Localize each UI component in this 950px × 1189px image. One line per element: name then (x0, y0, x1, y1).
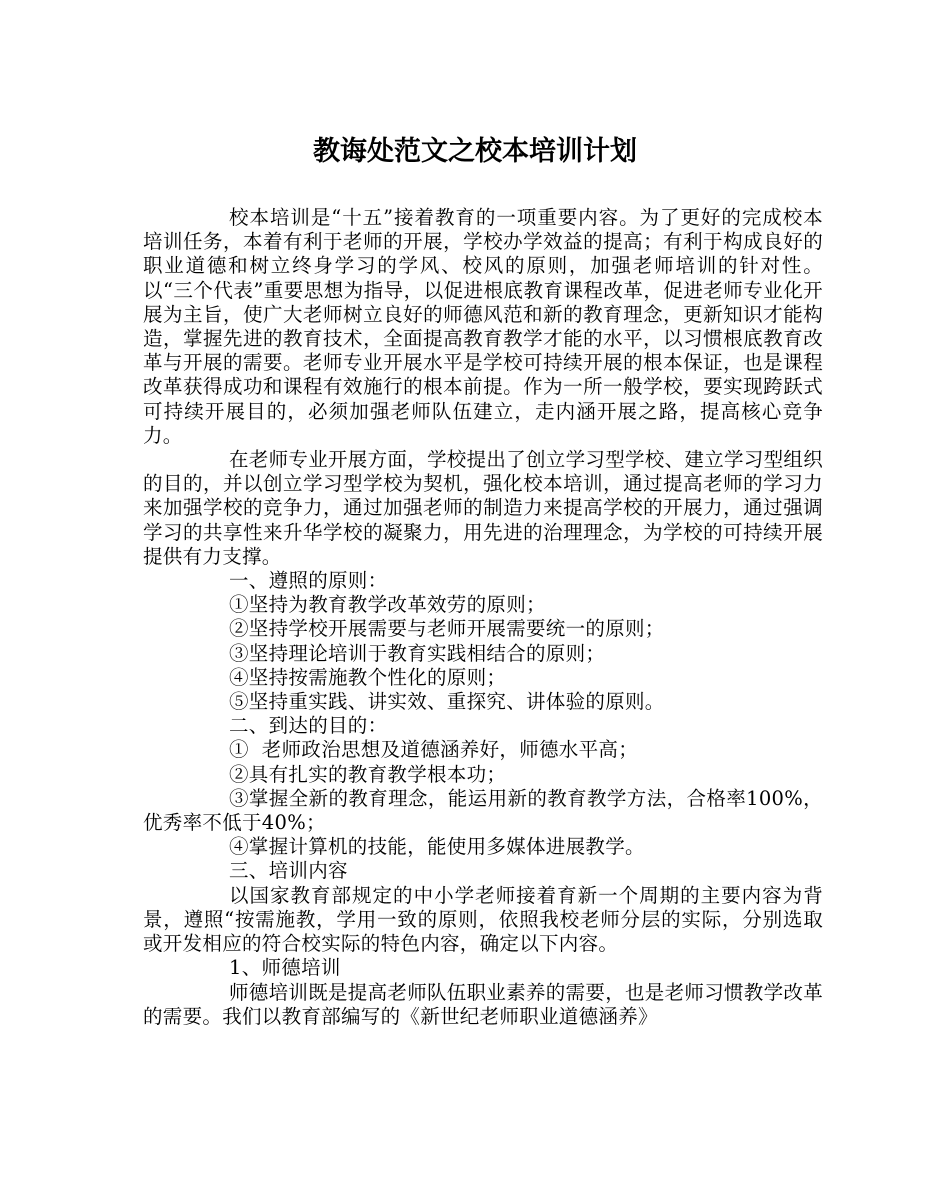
paragraph-ethics-training: 师德培训既是提高老师队伍职业素养的需要，也是老师习惯教学改革的需要。我们以教育部编写的《新世纪老师职业道德涵养》 (143, 980, 824, 1028)
paragraph-content-background: 以国家教育部规定的中小学老师接着育新一个周期的主要内容为背景，遵照“按需施教，学用一致的原则，依照我校老师分层的实际，分别选取或开发相应的符合校实际的特色内容，确定以下内容。 (143, 883, 823, 956)
goal-item-3: ③掌握全新的教育理念，能运用新的教育教学方法，合格率100%，优秀率不低于40%； (143, 786, 823, 835)
document-title: 教诲处范文之校本培训计划 (313, 136, 637, 167)
goal-item-4: ④掌握计算机的技能，能使用多媒体进展教学。 (229, 835, 645, 859)
principle-item-5: ⑤坚持重实践、讲实效、重探究、讲体验的原则。 (229, 690, 665, 714)
subsection-heading-ethics: 1、师德培训 (229, 956, 341, 980)
principle-item-4: ④坚持按需施教个性化的原则； (229, 665, 507, 689)
goal-item-1: ① 老师政治思想及道德涵养好，师德水平高； (229, 738, 638, 762)
document-body (143, 206, 823, 1029)
section-heading-principles: 一、遵照的原则： (229, 569, 388, 593)
principle-item-1: ①坚持为教育教学改革效劳的原则； (229, 593, 546, 617)
paragraph-teacher-development: 在老师专业开展方面，学校提出了创立学习型学校、建立学习型组织的目的，并以创立学习型学校为契机，强化校本培训，通过提高老师的学习力来加强学校的竞争力，通过加强老师的制造力来提高学校的开展力，通过强调学习的共享性来升华学校的凝聚力，用先进的治理理念，为学校的可持续开展提供有力支撑。 (143, 448, 824, 568)
section-heading-goals: 二、到达的目的： (229, 714, 388, 738)
principle-item-2: ②坚持学校开展需要与老师开展需要统一的原则； (229, 617, 665, 641)
section-heading-content: 三、培训内容 (229, 859, 348, 883)
principle-item-3: ③坚持理论培训于教育实践相结合的原则； (229, 641, 606, 665)
goal-item-2: ②具有扎实的教育教学根本功； (229, 762, 507, 786)
paragraph-intro: 校本培训是“十五”接着教育的一项重要内容。为了更好的完成校本培训任务，本着有利于老师的开展，学校办学效益的提高；有利于构成良好的职业道德和树立终身学习的学风、校风的原则，加强老师培训的针对性。以“三个代表”重要思想为指导，以促进根底教育课程改革，促进老师专业化开展为主旨，使广大老师树立良好的师德风范和新的教育理念，更新知识才能构造，掌握先进的教育技术，全面提高教育教学才能的水平，以习惯根底教育改革与开展的需要。老师专业开展水平是学校可持续开展的根本保证，也是课程改革获得成功和课程有效施行的根本前提。作为一所一般学校，要实现跨跃式可持续开展目的，必须加强老师队伍建立，走内涵开展之路，提高核心竞争力。 (143, 206, 823, 447)
